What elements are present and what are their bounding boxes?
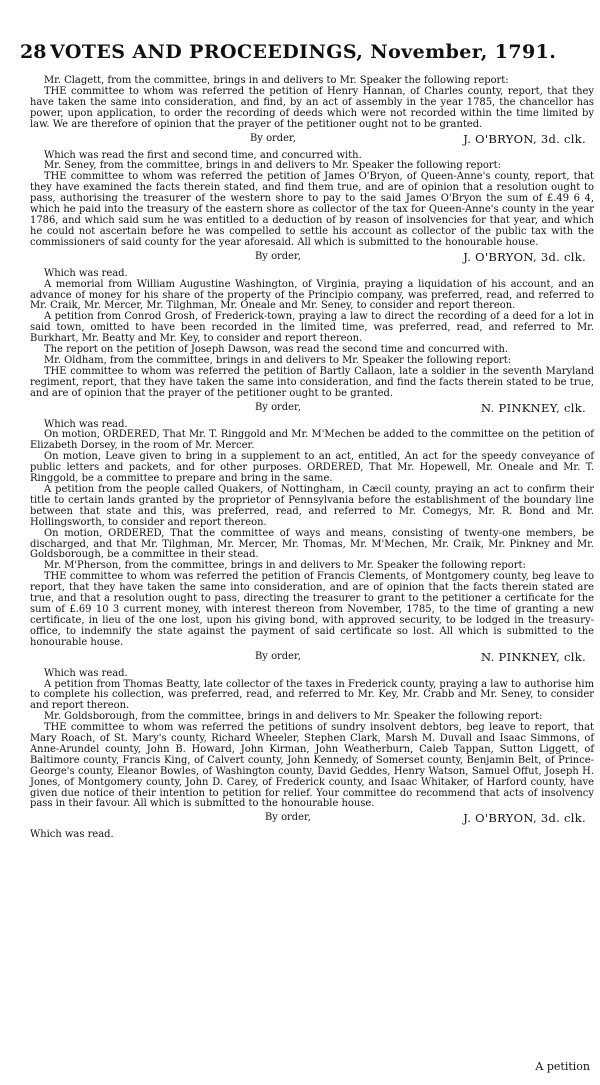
paragraph: Mr. Oldham, from the committee, brings in and delivers to Mr. Speaker the following report: — [44, 354, 512, 366]
paragraph: A petition from Thomas Beatty, late collector of the taxes in Frederick county, praying a law to authorise him to complete his collection, was preferred, read, and referred to Mr. Key, Mr. Crabb and Mr. Seney, to consider and report thereon. — [30, 678, 594, 712]
signature-line — [30, 812, 594, 824]
paragraph: Mr. Clagett, from the committee, brings in and delivers to Mr. Speaker the following report: — [44, 75, 509, 86]
catchword: A petition — [535, 1060, 590, 1073]
paragraph: Which was read. — [44, 267, 128, 279]
paragraph: Mr. Seney, from the committee, brings in and delivers to Mr. Speaker the following report: — [44, 160, 501, 172]
signature-line — [30, 251, 594, 263]
page-number: 28 — [20, 41, 47, 63]
body-text — [30, 76, 594, 841]
paragraph: The report on the petition of Joseph Dawson, was read the second time and concurred with. — [44, 344, 509, 356]
clerk-signature: J. O'BRYON, 3d. clk. — [463, 131, 586, 146]
page-header — [20, 40, 590, 64]
signature-line — [30, 133, 594, 145]
paragraph: Which was read. — [44, 667, 128, 679]
paragraph: THE committee to whom was referred the petition of Francis Clements, of Montgomery county, beg leave to report, that they have taken the same into consideration, and are of opinion that the facts therein stated are true, and that a resolution ought to pass, directing the treasurer to grant to the petitioner a certificate for the sum of £.69 10 3 current money, with interest thereon from November, 1785, to the time of granting a new certificate, in lieu of the one lost, upon his giving bond, with approved security, to be lodged in the treasury-office, to indemnify the state against the payment of said certificate so lost. All which is submitted to the honourable house. — [30, 571, 594, 648]
by-order-label: By order, — [255, 650, 301, 662]
clerk-signature: J. O'BRYON, 3d. clk. — [463, 811, 586, 826]
running-title: VOTES AND PROCEEDINGS, November, 1791. — [50, 41, 557, 63]
paragraph: On motion, Leave given to bring in a supplement to an act, entitled, An act for the speedy conveyance of public letters and packets, and for other purposes. ORDERED, That Mr. Hopewell, Mr. Oneale and Mr. T. Ringgold, be a committee to prepare and bring in the same. — [30, 451, 594, 485]
by-order-label: By order, — [250, 132, 296, 144]
by-order-label: By order, — [255, 250, 301, 262]
paragraph: On motion, ORDERED, That Mr. T. Ringgold and Mr. M'Mechen be added to the committee on the petition of Elizabeth Dorsey, in the room of Mr. Mercer. — [30, 429, 594, 452]
paragraph: Which was read. — [44, 418, 128, 430]
paragraph: On motion, ORDERED, That the committee of ways and means, consisting of twenty-one members, be discharged, and that Mr. Tilghman, Mr. Mercer, Mr. Thomas, Mr. M'Mechen, Mr. Craik, Mr. Pinkney and Mr. Goldsborough, be a committee in their stead. — [30, 527, 594, 561]
signature-line — [30, 651, 594, 663]
by-order-label: By order, — [255, 401, 301, 413]
clerk-signature: N. PINKNEY, clk. — [481, 400, 586, 415]
paragraph: THE committee to whom was referred the petitions of sundry insolvent debtors, beg leave to report, that Mary Roach, of St. Mary's county, Richard Wheeler, Stephen Clark, Marsh M. Duvall and Isaac Simmons, of Anne-Arundel county, John B. Howard, John Kirman, John Weatherburn, Caleb Tappan, Sutton Liggett, of Baltimore county, Francis King, of Calvert county, John Kennedy, of Somerset county, Benjamin Belt, of Prince-George's county, Eleanor Bowles, of Washington county, David Geddes, Henry Watson, Samuel Offut, Joseph H. Jones, of Montgomery county, John D. Carey, of Frederick county, and Isaac Whitaker, of Harford county, have given due notice of their intention to petition for relief. Your committee do recommend that acts of insolvency pass in their favour. All which is submitted to the honourable house. — [30, 722, 594, 810]
paragraph: Mr. Goldsborough, from the committee, brings in and delivers to Mr. Speaker the following report: — [44, 711, 543, 723]
paragraph: THE committee to whom was referred the petition of Bartly Callaon, late a soldier in the seventh Maryland regiment, report, that they have taken the same into consideration, and find the facts therein stated to be true, and are of opinion that the prayer of the petitioner ought to be granted. — [30, 365, 594, 399]
paragraph: Which was read the first and second time, and concurred with. — [44, 149, 362, 161]
paragraph: THE committee to whom was referred the petition of James O'Bryon, of Queen-Anne's county, report, that they have examined the facts therein stated, and find them true, and are of opinion that a resolution ought to pass, authorising the treasurer of the western shore to pay to the said James O'Bryon the sum of £.49 6 4, which he paid into the treasury of the eastern shore as collector of the tax for Queen-Anne's county in the year 1786, and which said sum he was entitled to a deduction of by reason of insolvencies for that year, and which he could not ascertain before he was compelled to settle his account as collector of the public tax with the commissioners of said county for the year aforesaid. All which is submitted to the honourable house. — [30, 171, 594, 248]
paragraph: A petition from Conrod Grosh, of Frederick-town, praying a law to direct the recording of a deed for a lot in said town, omitted to have been recorded in the limited time, was preferred, read, and referred to Mr. Burkhart, Mr. Beatty and Mr. Key, to consider and report thereon. — [30, 311, 594, 345]
paragraph: A petition from the people called Quakers, of Nottingham, in Cæcil county, praying an act to confirm their title to certain lands granted by the proprietor of Pennsylvania before the establishment of the boundary line between that state and this, was preferred, read, and referred to Mr. Comegys, Mr. R. Bond and Mr. Hollingsworth, to consider and report thereon. — [30, 484, 594, 528]
signature-line — [30, 402, 594, 414]
paragraph: A memorial from William Augustine Washington, of Virginia, praying a liquidation of his account, and an advance of money for his share of the property of the Principio company, was preferred, read, and referred to Mr. Craik, Mr. Mercer, Mr. Tilghman, Mr. Oneale and Mr. Seney, to consider and report thereon. — [30, 278, 594, 312]
clerk-signature: N. PINKNEY, clk. — [481, 649, 586, 664]
paragraph: Which was read. — [30, 829, 114, 841]
paragraph: Mr. M'Pherson, from the committee, brings in and delivers to Mr. Speaker the following report: — [44, 560, 526, 572]
clerk-signature: J. O'BRYON, 3d. clk. — [463, 249, 586, 264]
paragraph: THE committee to whom was referred the petition of Henry Hannan, of Charles county, report, that they have taken the same into consideration, and find, by an act of assembly in the year 1785, the chancellor has power, upon application, to order the recording of deeds which were not recorded within the time limited by law. We are therefore of opinion that the prayer of the petitioner ought not to be granted. — [30, 85, 594, 130]
by-order-label: By order, — [265, 812, 311, 824]
